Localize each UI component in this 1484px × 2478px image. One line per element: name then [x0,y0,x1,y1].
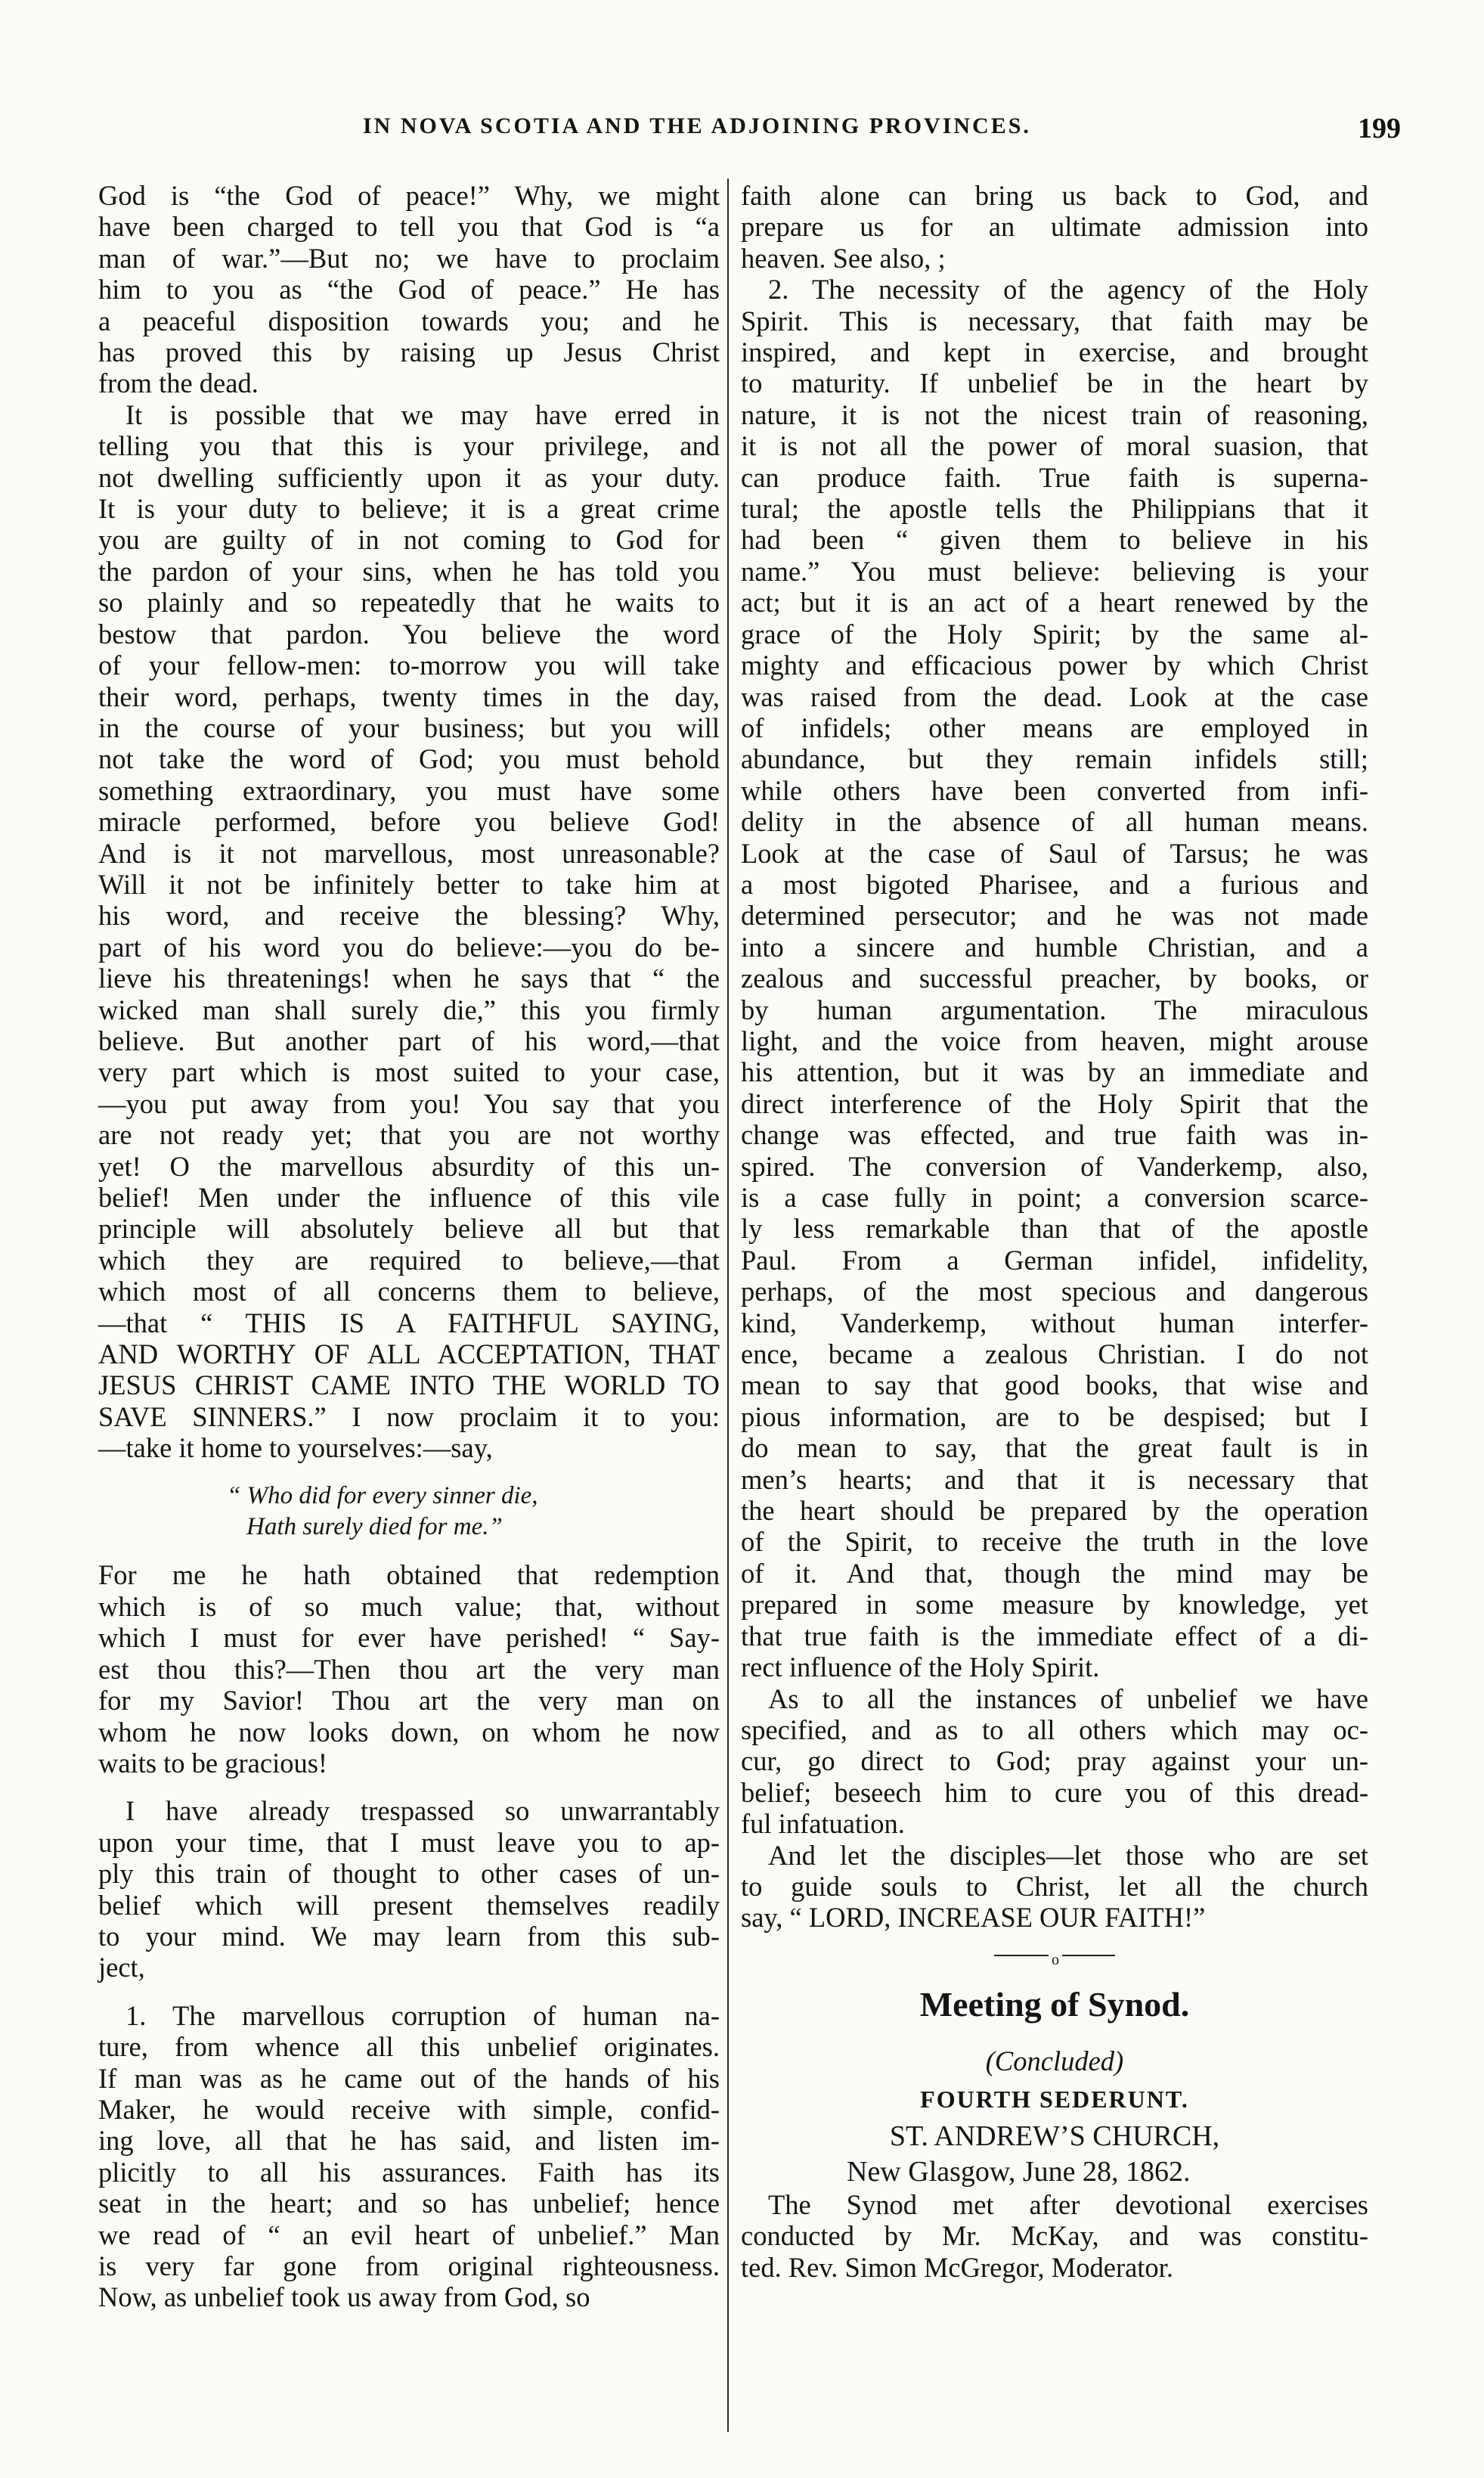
text-line: upon your time, that I must leave you to ap- [98,1826,720,1858]
text-line: the heart should be prepared by the operation [741,1495,1368,1527]
text-line: 1. The marvellous corruption of human na- [125,1999,720,2031]
text-line: And let the disciples—let those who are set [768,1839,1368,1871]
spacer [98,1543,720,1559]
text-line: prepare us for an ultimate admission into [741,211,1368,243]
text-line: ly less remarkable than that of the apostle [741,1213,1368,1245]
text-line: determined persecutor; and he was not made [741,900,1368,932]
spacer [98,1779,720,1795]
text-line: JESUS CHRIST CAME INTO THE WORLD TO [98,1369,720,1401]
text-line: zealous and successful preacher, by books, or [741,963,1368,994]
text-line: not take the word of God; you must behold [98,743,720,775]
text-line: delity in the absence of all human means. [741,806,1368,838]
text-line: lieve his threatenings! when he says that “ the [98,963,720,994]
text-line: It is your duty to believe; it is a great crime [98,493,720,525]
text-line: not dwelling sufficiently upon it as your duty. [98,461,720,493]
text-line: Maker, he would receive with simple, confid- [98,2093,720,2125]
text-line: name.” You must believe: believing is your [741,555,1368,587]
text-line: bestow that pardon. You believe the word [98,618,720,650]
text-line: into a sincere and humble Christian, and a [741,931,1368,963]
text-line: light, and the voice from heaven, might arouse [741,1025,1368,1056]
paragraph [741,1840,1368,1934]
text-line: —you put away from you! You say that you [98,1087,720,1119]
text-line: ply this train of thought to other cases of un- [98,1858,720,1890]
text-line: belief which will present themselves readily [98,1889,720,1921]
text-line: pious information, are to be despised; but I [741,1400,1368,1432]
text-line: while others have been converted from infi- [741,774,1368,806]
paragraph [741,2189,1368,2283]
column-divider-rule [727,178,729,2432]
text-line: —take it home to yourselves:—say, [98,1432,493,1464]
text-line: rect influence of the Holy Spirit. [741,1651,1100,1683]
text-line: belief; beseech him to cure you of this dread- [741,1776,1368,1808]
text-line: mighty and efficacious power by which Christ [741,650,1368,681]
church-name: ST. ANDREW’S CHURCH, [889,2120,1220,2152]
text-line: change was effected, and true faith was in- [741,1119,1368,1151]
paragraph [98,1795,720,1983]
paragraph [741,274,1368,1682]
text-line: heaven. See also, ; [741,242,946,274]
text-line: do mean to say, that the great fault is in [741,1432,1368,1464]
section-heading: Meeting of Synod. [919,1984,1190,2024]
text-line: ful infatuation. [741,1808,905,1840]
text-line: his word, and receive the blessing? Why, [98,900,720,932]
concluded-note: (Concluded) [985,2045,1124,2076]
text-line: you are guilty of in not coming to God for [98,524,720,556]
text-line: telling you that this is your privilege, and [98,430,720,462]
text-line: plicitly to all his assurances. Faith has its [98,2156,720,2188]
verse-quote [98,1481,720,1543]
text-line: had been “ given them to believe in his [741,524,1368,556]
text-line: For me he hath obtained that redemption [98,1559,720,1591]
text-line: abundance, but they remain infidels still; [741,743,1368,775]
text-line: Look at the case of Saul of Tarsus; he was [741,837,1368,869]
text-line: their word, perhaps, twenty times in the day, [98,681,720,712]
text-line: very part which is most suited to your case, [98,1056,720,1088]
text-line: him to you as “the God of peace.” He has [98,274,720,305]
text-line: which most of all concerns them to believe, [98,1276,720,1307]
running-header [113,113,1401,159]
paragraph [741,1683,1368,1840]
text-line: inspired, and kept in exercise, and brought [741,336,1368,368]
spacer [98,1464,720,1481]
text-line: of it. And that, though the mind may be [741,1557,1368,1589]
text-line: nature, it is not the nicest train of reasoning, [741,399,1368,430]
text-line: —that “ THIS IS A FAITHFUL SAYING, [98,1307,720,1338]
text-line: conducted by Mr. McKay, and was constitu- [741,2220,1368,2252]
text-line: yet! O the marvellous absurdity of this un- [98,1150,720,1182]
text-line: belief! Men under the influence of this vile [98,1182,720,1213]
running-title: IN NOVA SCOTIA AND THE ADJOINING PROVINCES. [363,113,1031,138]
text-line: men’s hearts; and that it is necessary that [741,1463,1368,1495]
text-line: in the course of your business; but you will [98,712,720,743]
paragraph [98,1559,720,1779]
sederunt-heading: FOURTH SEDERUNT. [920,2085,1189,2113]
text-line: wicked man shall surely die,” this you firmly [98,994,720,1025]
paragraph [98,180,720,399]
text-line: is a case fully in point; a conversion scarce- [741,1182,1368,1213]
text-line: Will it not be infinitely better to take him at [98,868,720,900]
text-line: cur, go direct to God; pray against your un- [741,1745,1368,1777]
verse-line: “ Who did for every sinner die, [227,1481,538,1509]
text-line: for my Savior! Thou art the very man on [98,1685,720,1717]
text-line: specified, and as to all others which may oc- [741,1714,1368,1745]
text-line: seat in the heart; and so has unbelief; hence [98,2188,720,2219]
text-line: of infidels; other means are employed in [741,712,1368,743]
text-line: prepared in some measure by knowledge, yet [741,1589,1368,1620]
text-line: est thou this?—Then thou art the very man [98,1653,720,1685]
text-line: have been charged to tell you that God is “a [98,211,720,243]
text-line: from the dead. [98,368,259,399]
text-line: has proved this by raising up Jesus Christ [98,336,720,368]
text-line: his attention, but it was by an immediate and [741,1056,1368,1088]
text-line: something extraordinary, you must have some [98,774,720,806]
paragraph [98,2000,720,2313]
text-line: ject, [98,1952,145,1983]
text-line: is very far gone from original righteousness. [98,2250,720,2281]
text-line: act; but it is an act of a heart renewed by the [741,587,1368,619]
text-line: spired. The conversion of Vanderkemp, also, [741,1150,1368,1182]
text-line: so plainly and so repeatedly that he waits to [98,587,720,619]
text-line: mean to say that good books, that wise and [741,1369,1368,1401]
text-line: that true faith is the immediate effect of a di- [741,1620,1368,1651]
text-line: I have already trespassed so unwarrantably [125,1795,720,1827]
text-line: which is of so much value; that, without [98,1590,720,1622]
text-line: whom he now looks down, on whom he now [98,1716,720,1748]
text-line: 2. The necessity of the agency of the Holy [768,274,1368,305]
right-column [741,180,1368,2283]
verse-line: Hath surely died for me.” [246,1513,503,1541]
text-line: grace of the Holy Spirit; by the same al- [741,618,1368,650]
text-line: SAVE SINNERS.” I now proclaim it to you: [98,1400,720,1432]
text-line: a most bigoted Pharisee, and a furious and [741,868,1368,900]
text-line: tural; the apostle tells the Philippians that it [741,493,1368,525]
text-line: of your fellow-men: to-morrow you will take [98,650,720,681]
meeting-date: New Glasgow, June 28, 1862. [847,2155,1191,2188]
text-line: As to all the instances of unbelief we have [768,1682,1368,1714]
text-line: it is not all the power of moral suasion, that [741,430,1368,462]
section-divider [994,1951,1115,1968]
paragraph [98,399,720,1464]
text-line: Now, as unbelief took us away from God, so [98,2281,590,2313]
text-line: are not ready yet; that you are not worthy [98,1119,720,1151]
text-line: ing love, all that he has said, and listen im- [98,2125,720,2157]
page-number: 199 [1358,113,1401,144]
text-line: to maturity. If unbelief be in the heart by [741,368,1368,399]
text-line: which they are required to believe,—that [98,1244,720,1276]
text-line: to your mind. We may learn from this sub- [98,1920,720,1952]
text-line: And is it not marvellous, most unreasonable? [98,837,720,869]
text-line: kind, Vanderkemp, without human interfer- [741,1307,1368,1338]
text-line: direct interference of the Holy Spirit that the [741,1087,1368,1119]
text-line: The Synod met after devotional exercises [768,2188,1368,2220]
text-line: can produce faith. True faith is superna- [741,461,1368,493]
text-line: ence, became a zealous Christian. I do not [741,1338,1368,1370]
text-line: was raised from the dead. Look at the case [741,681,1368,712]
text-line: ted. Rev. Simon McGregor, Moderator. [741,2251,1173,2283]
text-line: say, “ LORD, INCREASE OUR FAITH!” [741,1902,1206,1934]
text-line: man of war.”—But no; we have to proclaim [98,242,720,274]
text-line: of the Spirit, to receive the truth in the love [741,1526,1368,1558]
text-line: faith alone can bring us back to God, and [741,180,1368,211]
text-line: It is possible that we may have erred in [125,399,720,430]
text-line: a peaceful disposition towards you; and he [98,305,720,336]
text-line: ture, from whence all this unbelief originates. [98,2031,720,2063]
text-line: AND WORTHY OF ALL ACCEPTATION, THAT [98,1338,720,1370]
divider-mark: o [1049,1945,1062,1976]
text-line: perhaps, of the most specious and dangerous [741,1276,1368,1307]
spacer [98,1983,720,2000]
text-line: believe. But another part of his word,—that [98,1025,720,1056]
text-line: miracle performed, before you believe God! [98,806,720,838]
text-line: Spirit. This is necessary, that faith may be [741,305,1368,336]
text-line: by human argumentation. The miraculous [741,994,1368,1025]
text-line: God is “the God of peace!” Why, we might [98,180,720,211]
text-line: waits to be gracious! [98,1747,328,1779]
text-line: we read of “ an evil heart of unbelief.” Man [98,2219,720,2250]
text-line: Paul. From a German infidel, infidelity, [741,1244,1368,1276]
text-line: part of his word you do believe:—you do be- [98,931,720,963]
paragraph [741,180,1368,274]
text-line: the pardon of your sins, when he has told you [98,555,720,587]
text-line: If man was as he came out of the hands of his [98,2062,720,2094]
text-line: which I must for ever have perished! “ Say- [98,1622,720,1654]
text-line: to guide souls to Christ, let all the church [741,1870,1368,1902]
left-column [98,180,720,2313]
text-line: principle will absolutely believe all but that [98,1213,720,1245]
